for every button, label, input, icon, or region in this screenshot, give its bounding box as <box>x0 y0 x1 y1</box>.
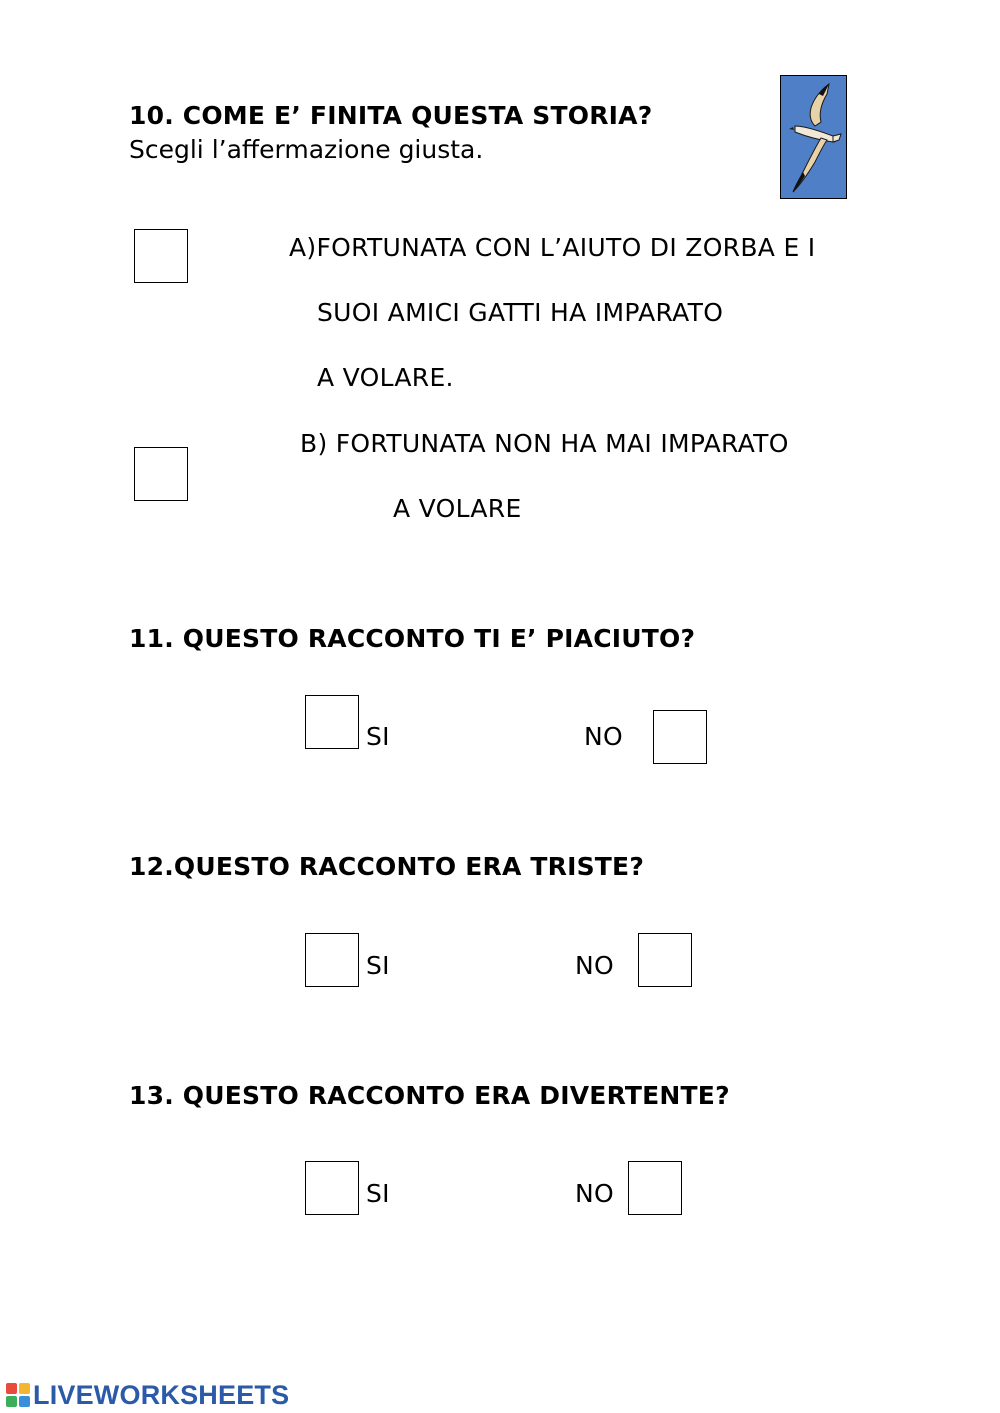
q12-yes-checkbox[interactable] <box>305 933 359 987</box>
q10-option-a-line-3: A VOLARE. <box>317 363 454 392</box>
q10-option-a-line-1: A)FORTUNATA CON L’AIUTO DI ZORBA E I <box>289 233 816 262</box>
logo-mark-icon <box>6 1383 30 1407</box>
q13-title: 13. QUESTO RACCONTO ERA DIVERTENTE? <box>129 1081 730 1110</box>
q10-option-a-line-2: SUOI AMICI GATTI HA IMPARATO <box>317 298 724 327</box>
q11-yes-checkbox[interactable] <box>305 695 359 749</box>
seagull-icon <box>781 76 847 199</box>
liveworksheets-logo <box>6 1380 289 1410</box>
q12-yes-label: SI <box>366 951 390 980</box>
q12-title: 12.QUESTO RACCONTO ERA TRISTE? <box>129 852 645 881</box>
q10-title: 10. COME E’ FINITA QUESTA STORIA? <box>129 101 653 130</box>
q13-no-label: NO <box>575 1179 614 1208</box>
q10-subtitle: Scegli l’affermazione giusta. <box>129 135 484 164</box>
q13-no-checkbox[interactable] <box>628 1161 682 1215</box>
q12-no-label: NO <box>575 951 614 980</box>
q13-yes-label: SI <box>366 1179 390 1208</box>
q11-no-checkbox[interactable] <box>653 710 707 764</box>
q12-no-checkbox[interactable] <box>638 933 692 987</box>
q10-option-b-line-1: B) FORTUNATA NON HA MAI IMPARATO <box>300 429 789 458</box>
seagull-illustration <box>780 75 847 199</box>
q10-option-b-checkbox[interactable] <box>134 447 188 501</box>
q13-yes-checkbox[interactable] <box>305 1161 359 1215</box>
q10-option-b-line-2: A VOLARE <box>393 494 522 523</box>
logo-text: LIVEWORKSHEETS <box>33 1379 290 1410</box>
q11-no-label: NO <box>584 722 623 751</box>
q10-option-a-checkbox[interactable] <box>134 229 188 283</box>
q11-title: 11. QUESTO RACCONTO TI E’ PIACIUTO? <box>129 624 696 653</box>
q11-yes-label: SI <box>366 722 390 751</box>
